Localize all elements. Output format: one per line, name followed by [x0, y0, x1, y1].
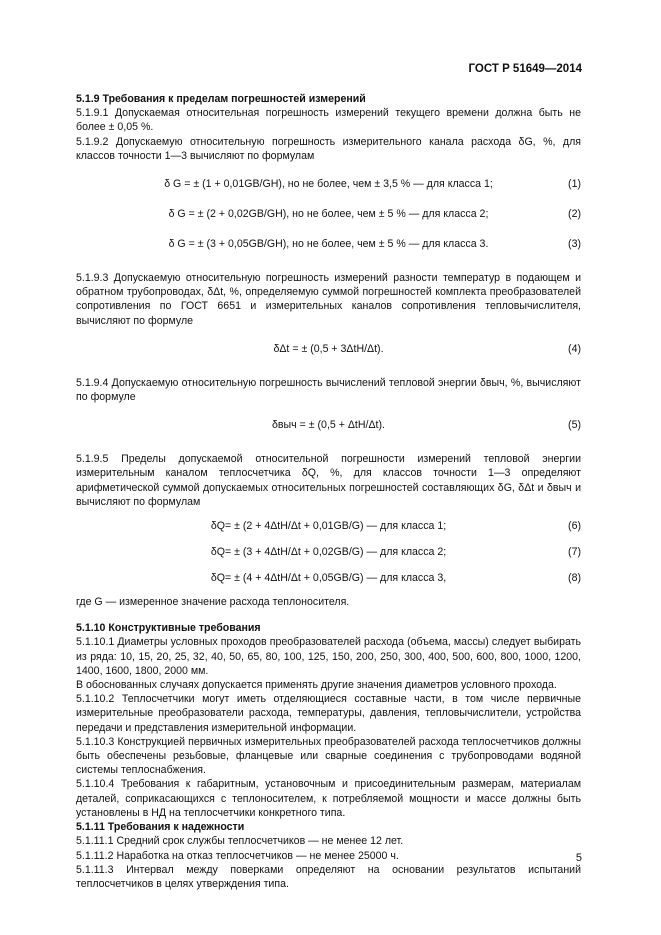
paragraph-5-1-10-2: 5.1.10.2 Теплосчетчики могут иметь отделяющиеся составные части, в том числе первичные измерительные преобразователи расхода, температуры, давления, тепловычислители, устройства передачи и представления измерительной информации. — [76, 693, 581, 734]
paragraph-5-1-10-3: 5.1.10.3 Конструкцией первичных измерительных преобразователей расхода теплосчетчиков должны быть обеспечены резьбовые, фланцевые или сварные соединения с трубопроводами водяной системы теплоснабжения. — [76, 735, 581, 777]
paragraph-5-1-9-1: 5.1.9.1 Допускаемая относительная погрешность измерений текущего времени должна быть не более ± 0,05 %. — [76, 107, 581, 134]
formula-6-number: (6) — [568, 520, 581, 533]
paragraph-5-1-10-4: 5.1.10.4 Требования к габаритным, установочным и присоединительным размерам, материалам деталей, соприкасающихся с теплоносителем, к потребляемой мощности и массе должны быть установлены в НД на теплосчетчики конкретного типа. — [76, 778, 581, 819]
formula-3-number: (3) — [568, 238, 581, 251]
section-heading-5-1-9: 5.1.9 Требования к пределам погрешностей измерений — [76, 93, 366, 105]
formula-7-text: δQ= ± (3 + 4ΔtН/Δt + 0,02GВ/G) — для класса 2; — [210, 546, 447, 559]
formula-4-text: δΔt = ± (0,5 + 3ΔtН/Δt). — [273, 342, 384, 355]
page-content — [76, 92, 581, 891]
formula-7-number: (7) — [568, 546, 581, 559]
paragraph-5-1-10-1-note: В обоснованных случаях допускается применять другие значения диаметров условного прохода. — [76, 679, 557, 692]
paragraph-5-1-11-1: 5.1.11.1 Средний срок службы теплосчетчиков — не менее 12 лет. — [76, 835, 404, 848]
where-clause: где G — измеренное значение расхода теплоносителя. — [76, 596, 350, 609]
formula-1-text: δ G = ± (1 + 0,01GВ/GН), но не более, чем ± 3,5 % — для класса 1; — [164, 178, 493, 191]
formula-6 — [76, 517, 581, 535]
paragraph-5-1-11-2: 5.1.11.2 Наработка на отказ теплосчетчиков — не менее 25000 ч. — [76, 849, 399, 862]
formula-5-text: δвыч = ± (0,5 + ΔtН/Δt). — [272, 419, 385, 432]
document-header: ГОСТ Р 51649—2014 — [468, 63, 582, 75]
formula-2 — [76, 205, 581, 223]
paragraph-5-1-9-4: 5.1.9.4 Допускаемую относительную погрешность вычислений тепловой энергии δвыч, %, вычисляют по формуле — [76, 376, 581, 404]
formula-2-number: (2) — [568, 208, 581, 221]
paragraph-5-1-11-3: 5.1.11.3 Интервал между поверками определяют на основании результатов испытаний теплосчетчиков в целях утверждения типа. — [76, 863, 581, 890]
paragraph-5-1-9-2: 5.1.9.2 Допускаемую относительную погрешность измерительного канала расхода δG, %, для классов точности 1—3 вычисляют по формулам — [76, 135, 581, 162]
formula-5 — [76, 416, 581, 434]
page-number: 5 — [575, 852, 582, 864]
formula-8 — [76, 569, 581, 587]
formula-2-text: δ G = ± (2 + 0,02GВ/GН), но не более, чем ± 5 % — для класса 2; — [168, 208, 489, 221]
formula-3 — [76, 235, 581, 253]
formula-1-number: (1) — [568, 178, 581, 191]
paragraph-5-1-9-3: 5.1.9.3 Допускаемую относительную погрешность измерений разности температур в подающем и обратном трубопроводах, δΔt, %, определяемую суммой погрешностей комплекта преобразователей сопротивления по ГОСТ 6651 и измерительных каналов сопротивления тепловычислителя, вычисляют по формуле — [76, 272, 581, 327]
paragraph-5-1-10-1: 5.1.10.1 Диаметры условных проходов преобразователей расхода (объема, массы) следует выбирать из ряда: 10, 15, 20, 25, 32, 40, 50, 65, 80, 100, 125, 150, 200, 250, 300, 400, 500, 600, 800, 1000, 1200, 1400, 1600, 1800, 2000 мм. — [76, 636, 581, 677]
formula-8-number: (8) — [568, 572, 581, 585]
formula-8-text: δQ= ± (4 + 4ΔtН/Δt + 0,05GВ/G) — для класса 3, — [210, 572, 447, 585]
paragraph-5-1-9-5: 5.1.9.5 Пределы допускаемой относительной погрешности измерений тепловой энергии измерительным каналом теплосчетчика δQ, %, для классов точности 1—3 определяют арифметической суммой допускаемых относительных погрешностей составляющих δG, δΔt и δвыч и вычисляют по формулам — [76, 453, 581, 508]
section-heading-5-1-10: 5.1.10 Конструктивные требования — [76, 622, 261, 635]
formula-3-text: δ G = ± (3 + 0,05GВ/GН), но не более, чем ± 5 % — для класса 3. — [168, 238, 489, 251]
formula-5-number: (5) — [568, 419, 581, 432]
formula-7 — [76, 543, 581, 561]
formula-1 — [76, 175, 581, 193]
formula-4-number: (4) — [568, 342, 581, 355]
formula-6-text: δQ= ± (2 + 4ΔtН/Δt + 0,01GВ/G) — для класса 1; — [210, 520, 447, 533]
section-heading-5-1-11: 5.1.11 Требования к надежности — [76, 821, 245, 834]
formula-4 — [76, 340, 581, 358]
